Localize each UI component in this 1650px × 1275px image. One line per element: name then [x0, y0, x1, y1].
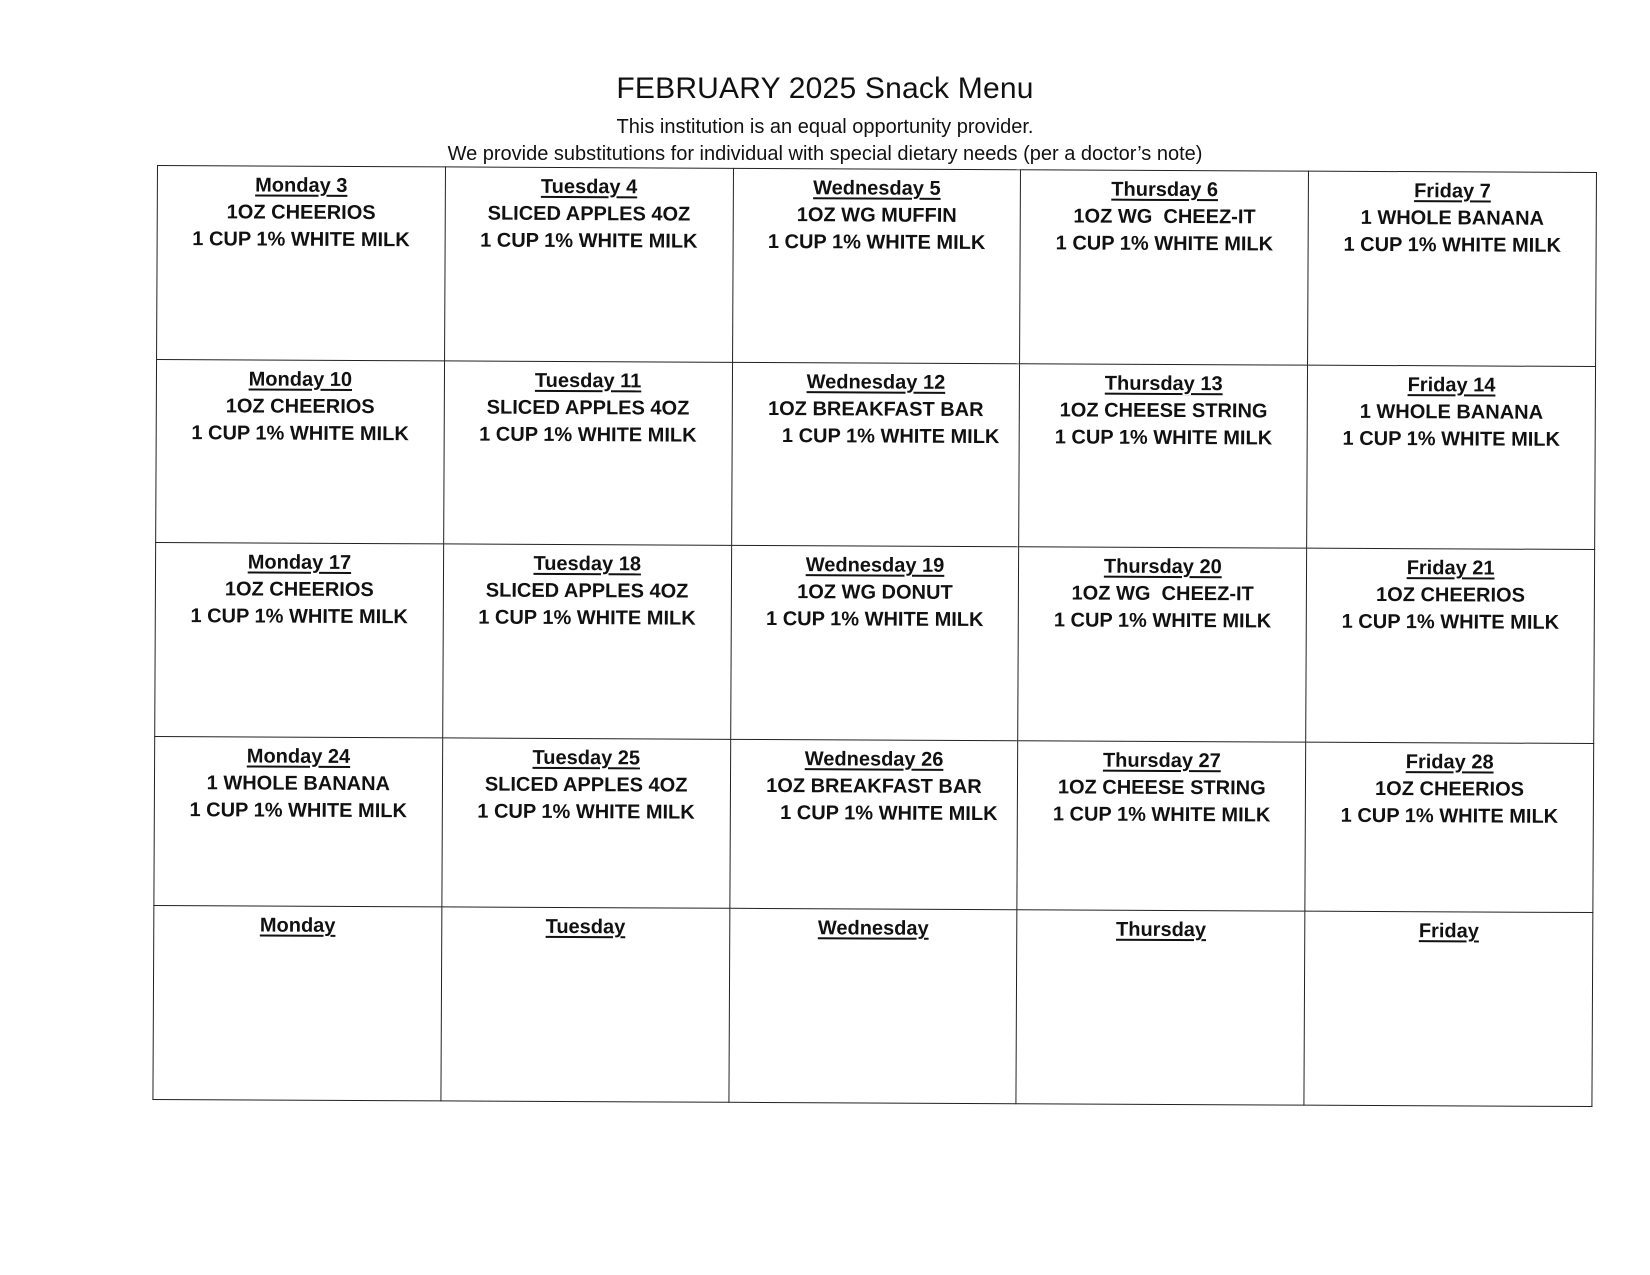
- day-cell: [443, 544, 732, 739]
- week-row: [156, 359, 1596, 550]
- day-cell: [732, 168, 1021, 363]
- day-cell: [443, 361, 732, 546]
- day-label: Thursday 6: [1111, 178, 1219, 202]
- day-label: Thursday: [1115, 919, 1207, 942]
- day-label: Tuesday: [545, 916, 626, 939]
- day-label: Friday 14: [1407, 373, 1496, 397]
- day-cell: [1019, 363, 1308, 548]
- day-label: Tuesday 4: [540, 175, 638, 199]
- day-cell: [154, 736, 443, 907]
- day-label: Tuesday 18: [533, 553, 642, 576]
- drink-item: 1 CUP 1% WHITE MILK: [781, 424, 1000, 448]
- snack-item: 1OZ CHEERIOS: [1375, 584, 1526, 607]
- snack-item: 1OZ WG DONUT: [797, 581, 953, 605]
- day-cell: [444, 167, 733, 362]
- day-cell: [730, 545, 1019, 740]
- day-label: Wednesday 19: [805, 554, 945, 578]
- snack-item: 1 WHOLE BANANA: [206, 772, 391, 795]
- snack-item: SLICED APPLES 4OZ: [485, 579, 689, 603]
- day-label: Thursday 13: [1104, 372, 1223, 395]
- equal-opportunity-statement: This institution is an equal opportunity provider.: [616, 116, 1034, 138]
- day-cell: [729, 909, 1018, 1104]
- week-row: [154, 736, 1594, 913]
- page-title: FEBRUARY 2025 Snack Menu: [616, 72, 1034, 105]
- drink-item: 1 CUP 1% WHITE MILK: [1342, 427, 1561, 451]
- day-label: Tuesday 11: [534, 369, 642, 392]
- drink-item: 1 CUP 1% WHITE MILK: [1341, 610, 1560, 635]
- day-cell: [1305, 742, 1594, 913]
- drink-item: 1 CUP 1% WHITE MILK: [190, 605, 408, 629]
- day-label: Friday: [1418, 920, 1479, 943]
- day-label: Friday 21: [1406, 557, 1495, 580]
- snack-item: 1OZ CHEERIOS: [224, 578, 374, 602]
- day-label: Monday 24: [246, 745, 351, 768]
- snack-item: SLICED APPLES 4OZ: [486, 396, 690, 420]
- day-cell: [1306, 548, 1595, 743]
- week-row: [153, 906, 1593, 1107]
- snack-item: SLICED APPLES 4OZ: [484, 773, 688, 797]
- week-row: [155, 543, 1595, 744]
- snack-item: 1OZ CHEERIOS: [225, 394, 375, 418]
- day-label: Friday 28: [1405, 750, 1494, 774]
- day-label: Thursday 20: [1103, 555, 1222, 579]
- day-cell: [157, 166, 446, 361]
- day-cell: [1307, 365, 1596, 550]
- drink-item: 1 CUP 1% WHITE MILK: [192, 228, 410, 252]
- day-cell: [729, 739, 1018, 910]
- snack-item: SLICED APPLES 4OZ: [487, 202, 691, 226]
- day-cell: [441, 907, 730, 1102]
- snack-item: 1OZ CHEERIOS: [226, 201, 376, 225]
- day-label: Monday 17: [247, 551, 352, 575]
- day-cell: [1017, 741, 1306, 912]
- drink-item: 1 CUP 1% WHITE MILK: [480, 229, 698, 253]
- drink-item: 1 CUP 1% WHITE MILK: [765, 608, 984, 632]
- drink-item: 1 CUP 1% WHITE MILK: [191, 421, 409, 445]
- drink-item: 1 CUP 1% WHITE MILK: [767, 230, 986, 255]
- day-cell: [153, 906, 442, 1101]
- day-cell: [1018, 547, 1307, 742]
- snack-item: 1OZ WG CHEEZ-IT: [1071, 582, 1254, 606]
- day-label: Monday: [259, 914, 336, 938]
- day-cell: [1308, 171, 1597, 366]
- dietary-substitution-note: We provide substitutions for individual with special dietary needs (per a doctor’s note): [447, 143, 1203, 165]
- drink-item: 1 CUP 1% WHITE MILK: [1343, 233, 1561, 257]
- snack-menu-grid: [152, 165, 1597, 1107]
- day-label: Wednesday 12: [806, 370, 946, 394]
- day-label: Tuesday 25: [532, 746, 641, 770]
- day-cell: [156, 359, 445, 544]
- drink-item: 1 CUP 1% WHITE MILK: [1340, 804, 1559, 828]
- snack-item: 1OZ BREAKFAST BAR: [767, 397, 984, 421]
- day-cell: [155, 543, 444, 738]
- day-cell: [731, 362, 1020, 547]
- day-label: Thursday 27: [1102, 749, 1221, 773]
- snack-item: 1 WHOLE BANANA: [1360, 206, 1545, 230]
- drink-item: 1 CUP 1% WHITE MILK: [780, 801, 998, 825]
- drink-item: 1 CUP 1% WHITE MILK: [1053, 609, 1272, 633]
- snack-item: 1OZ BREAKFAST BAR: [766, 774, 982, 798]
- drink-item: 1 CUP 1% WHITE MILK: [1052, 803, 1271, 827]
- snack-item: 1OZ CHEESE STRING: [1059, 399, 1268, 423]
- day-label: Wednesday 5: [813, 177, 941, 200]
- day-label: Friday 7: [1414, 180, 1491, 203]
- drink-item: 1 CUP 1% WHITE MILK: [477, 800, 695, 824]
- day-label: Wednesday 26: [804, 747, 944, 771]
- day-cell: [442, 738, 731, 909]
- snack-item: 1OZ WG CHEEZ-IT: [1073, 205, 1256, 229]
- snack-item: 1OZ CHEERIOS: [1375, 777, 1525, 801]
- snack-item: 1OZ CHEESE STRING: [1057, 776, 1266, 800]
- snack-item: 1OZ WG MUFFIN: [796, 204, 957, 227]
- drink-item: 1 CUP 1% WHITE MILK: [1055, 232, 1274, 256]
- week-row: [157, 166, 1597, 367]
- drink-item: 1 CUP 1% WHITE MILK: [189, 798, 408, 823]
- drink-item: 1 CUP 1% WHITE MILK: [1054, 425, 1273, 450]
- drink-item: 1 CUP 1% WHITE MILK: [479, 423, 697, 447]
- day-cell: [1304, 911, 1593, 1106]
- day-label: Monday 10: [248, 368, 353, 391]
- drink-item: 1 CUP 1% WHITE MILK: [478, 606, 696, 630]
- day-cell: [1016, 910, 1305, 1105]
- day-cell: [1020, 170, 1309, 365]
- snack-item: 1 WHOLE BANANA: [1359, 400, 1544, 424]
- menu-header: [0, 72, 1650, 166]
- day-label: Monday 3: [255, 174, 348, 197]
- day-label: Wednesday: [817, 917, 929, 941]
